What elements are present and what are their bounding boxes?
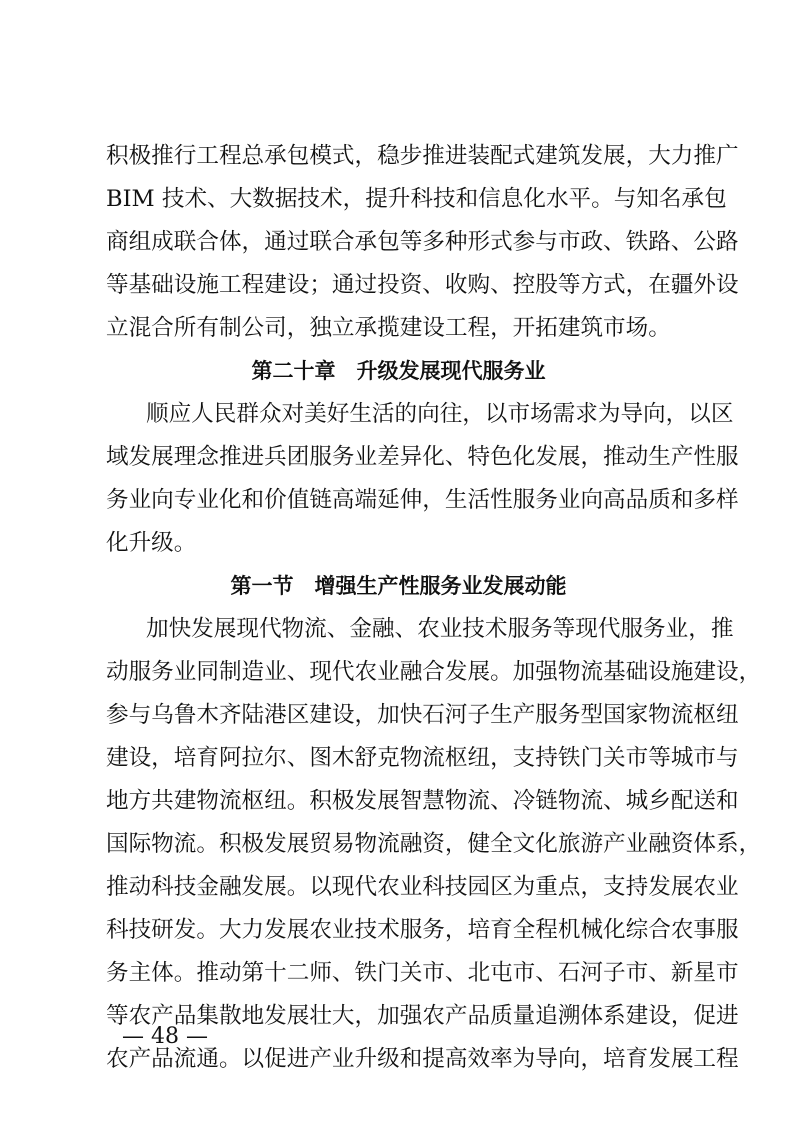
paragraph-1-line: 等基础设施工程建设；通过投资、收购、控股等方式，在疆外设 [106, 272, 739, 298]
paragraph-2-line: 顺应人民群众对美好生活的向往，以市场需求为导向，以区 [146, 401, 734, 427]
paragraph-1-line: BIM 技术、大数据技术，提升科技和信息化水平。与知名承包 [106, 186, 727, 212]
paragraph-3-line: 地方共建物流枢纽。积极发展智慧物流、冷链物流、城乡配送和 [106, 788, 739, 814]
paragraph-3-line: 推动科技金融发展。以现代农业科技园区为重点，支持发展农业 [106, 874, 739, 900]
paragraph-1-line: 商组成联合体，通过联合承包等多种形式参与市政、铁路、公路 [106, 229, 739, 255]
paragraph-3-line: 等农产品集散地发展壮大，加强农产品质量追溯体系建设，促进 [106, 1003, 739, 1029]
paragraph-3-line: 国际物流。积极发展贸易物流融资，健全文化旅游产业融资体系， [106, 831, 762, 857]
paragraph-3-line: 建设，培育阿拉尔、图木舒克物流枢纽，支持铁门关市等城市与 [106, 745, 739, 771]
paragraph-3-line: 动服务业同制造业、现代农业融合发展。加强物流基础设施建设， [106, 659, 762, 685]
paragraph-3-line: 参与乌鲁木齐陆港区建设，加快石河子生产服务型国家物流枢纽 [106, 702, 739, 728]
page-number: — 48 — [122, 1024, 208, 1049]
paragraph-2-line: 化升级。 [106, 530, 197, 556]
chapter-heading: 第二十章 升级发展现代服务业 [251, 359, 546, 383]
paragraph-2-line: 务业向专业化和价值链高端延伸，生活性服务业向高品质和多样 [106, 487, 739, 513]
paragraph-3-line: 加快发展现代物流、金融、农业技术服务等现代服务业，推 [146, 616, 734, 642]
paragraph-1-line: 积极推行工程总承包模式，稳步推进装配式建筑发展，大力推广 [106, 143, 739, 169]
paragraph-1-line: 立混合所有制公司，独立承揽建设工程，开拓建筑市场。 [106, 315, 671, 341]
paragraph-3-line: 科技研发。大力发展农业技术服务，培育全程机械化综合农事服 [106, 917, 739, 943]
paragraph-3-line: 务主体。推动第十二师、铁门关市、北屯市、石河子市、新星市 [106, 960, 739, 986]
section-heading: 第一节 增强生产性服务业发展动能 [230, 574, 567, 598]
paragraph-3-line: 农产品流通。以促进产业升级和提高效率为导向，培育发展工程 [106, 1046, 739, 1072]
paragraph-2-line: 域发展理念推进兵团服务业差异化、特色化发展，推动生产性服 [106, 444, 739, 470]
